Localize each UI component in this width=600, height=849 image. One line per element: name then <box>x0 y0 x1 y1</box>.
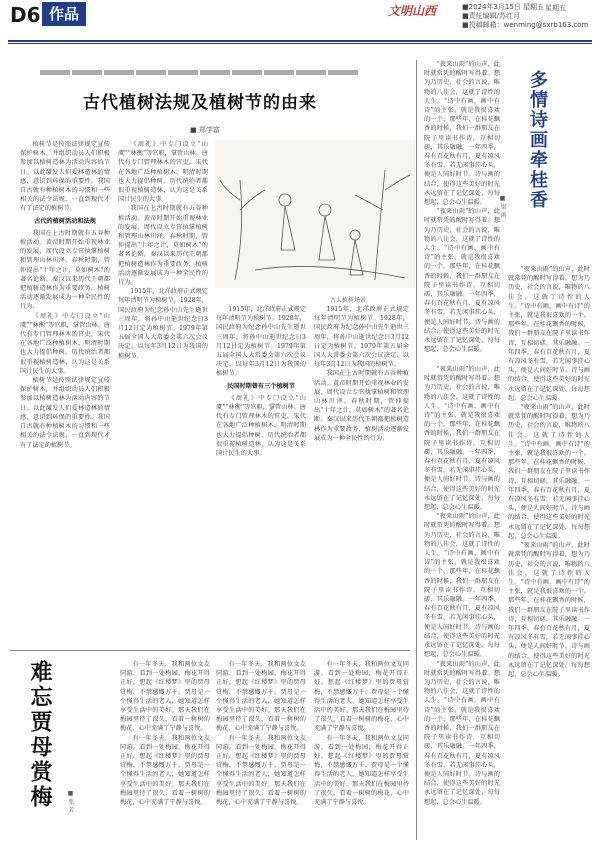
section-badge: 作品 <box>42 2 86 26</box>
paragraph: 《周礼》中专门设立“山虞”“林衡”等官职，掌管山林。唐代有专门管理林木的官吏，宋代在各地广泛种植树木，明清时期也大力提倡种树。历代统治者都很重视植树造林，认为这是关系国计民生的大事。 <box>20 312 110 375</box>
paragraph: 有一年冬天，我和两位文友同游，看到一处梅园，梅花开得正好。想起《红楼梦》里的贾母赏梅，不禁感慨万千。贾母是一个懂得生活的老人，她知道怎样享受生活中的美好。那天我们在梅园里待了很久，看着一树树的梅花，心中充满了宁静与喜悦。 <box>216 734 306 807</box>
paragraph: “夜来山雨”的山声，此时就常凭的醒时写得着。想为乃历史，社会的言说，唯物的八佳会，这就了诗性的人生。“诗中有画，画中有诗”的主张，就是我很喜欢的一个。那些年，在桂花飘香的时候，我们一群朋友在院子里读书作诗，互相切磋，其乐融融。一年四季，春有百花秋有月，夏有凉风冬有雪，若无闲事挂心头，便是人间好时节。诗与画的结合，使得这些美好的时光永远留在了记忆深处，每每想起，总会心生温暖。 <box>508 542 590 678</box>
paragraph: 1915年，北洋政府正式规定每年清明节为植树节。1928年，国民政府为纪念孙中山先生逝世三周年，将孙中山逝世纪念日3月12日定为植树节。1979年第五届全国人大常委会第六次会议决定，以每年3月12日为我国的植树节。 <box>118 288 208 360</box>
column-divider <box>416 60 417 840</box>
story-author: ■ 张 芳 <box>67 790 74 813</box>
paragraph: 有一年冬天，我和两位文友同游，看到一处梅园，梅花开得正好。想起《红楼梦》里的贾母赏梅，不禁感慨万千。贾母是一个懂得生活的老人，她知道怎样享受生活中的美好。那天我们在梅园里待了很久，看着一树树的梅花，心中充满了宁静与喜悦。 <box>314 661 409 733</box>
subheading: 民国时期曾有三个植树节 <box>226 382 296 390</box>
ancient-planting-illustration <box>215 140 415 288</box>
paragraph: 植树节是按照法律规定宣传保护树木，并组织动员人们积极参加以植树造林为活动内容的节日。以此激发人们爱林造林的情感，意识到环保的重要性。我国自古就有种植树木的习惯和一些相关的法令法规，一直到现代才有了法定的植树节。 <box>20 141 110 213</box>
poem-article-title: 多情诗画牵桂香 <box>527 70 548 210</box>
paragraph: “夜来山雨”的山声，此时就常凭的醒时写得着。想为乃历史，社会的言说，唯物的八佳会，这就了诗性的人生。“诗中有画，画中有诗”的主张，就是我很喜欢的一个。那些年，在桂花飘香的时候，我们一群朋友在院子里读书作诗，互相切磋，其乐融融。一年四季，春有百花秋有月，夏有凉风冬有雪，若无闲事挂心头，便是人间好时节。诗与画的结合，使得这些美好的时光永远留在了记忆深处，每每想起，总会心生温暖。 <box>508 404 590 540</box>
header-rule-thin <box>8 43 592 44</box>
article2-column-2 <box>424 365 500 840</box>
article2-column-3 <box>508 265 590 840</box>
paragraph: 有一年冬天，我和两位文友同游，看到一处梅园，梅花开得正好。想起《红楼梦》里的贾母赏梅，不禁感慨万千。贾母是一个懂得生活的老人，她知道怎样享受生活中的美好。那天我们在梅园里待了很久，看着一树树的梅花，心中充满了宁静与喜悦。 <box>314 734 409 807</box>
paragraph: 《周礼》中专门设立“山虞”“林衡”等官职，掌管山林。唐代有专门管理林木的官吏，宋代在各地广泛种植树木，明清时期也大力提倡种树。历代统治者都很重视植树造林，认为这是关系国计民生的大事。 <box>118 141 208 204</box>
article-column-1 <box>20 140 110 640</box>
header-meta <box>462 3 588 30</box>
paragraph: 我国在上古时期就有五谷种植活动。黄帝时期开始重视林业的发展，周代设立专官执掌植树和管理山林川泽。春秋时期，管仲提出“十年之计，莫如树木”的著名论断。秦汉以来历代王朝都把植树造林作为重要政务，植树活动逐渐发展成为一种全民性的行为。 <box>20 229 110 311</box>
paragraph: 《周礼》中专门设立“山虞”“林衡”等官职，掌管山林。唐代有专门管理林木的官吏，宋代在各地广泛种植树木，明清时期也大力提倡种树。历代统治者都很重视植树造林，认为这是关系国计民生的大事。 <box>216 394 306 458</box>
paragraph: “夜来山雨”的山声，此时就常凭的醒时写得着。想为乃历史，社会的言说，唯物的八佳会，这就了诗性的人生。“诗中有画，画中有诗”的主张，就是我很喜欢的一个。那些年，在桂花飘香的时候，我们一群朋友在院子里读书作诗，互相切磋，其乐融融。一年四季，春有百花秋有月，夏有凉风冬有雪，若无闲事挂心头，便是人间好时节。诗与画的结合，使得这些美好的时光永远留在了记忆深处，每每想起，总会心生温暖。 <box>424 208 500 354</box>
paragraph: 植树节是按照法律规定宣传保护树木，并组织动员人们积极参加以植树造林为活动内容的节日。以此激发人们爱林造林的情感，意识到环保的重要性。我国自古就有种植树木的习惯和一些相关的法令法规，一直到现代才有了法定的植树节。 <box>20 377 110 449</box>
paragraph: “夜来山雨”的山声，此时就常凭的醒时写得着。想为乃历史，社会的言说，唯物的八佳会，这就了诗性的人生。“诗中有画，画中有诗”的主张，就是我很喜欢的一个。那些年，在桂花飘香的时候，我们一群朋友在院子里读书作诗，互相切磋，其乐融融。一年四季，春有百花秋有月，夏有凉风冬有雪，若无闲事挂心头，便是人间好时节。诗与画的结合，使得这些美好的时光永远留在了记忆深处，每每想起，总会心生温暖。 <box>508 266 590 402</box>
paragraph: 1915年，北洋政府正式规定每年清明节为植树节。1928年，国民政府为纪念孙中山先生逝世三周年，将孙中山逝世纪念日3月12日定为植树节。1979年第五届全国人大常委会第六次会议决定，以每年3月12日为我国的植树节。 <box>216 306 306 378</box>
article2-column-1 <box>424 60 500 360</box>
article-column-2 <box>118 140 208 640</box>
page-number: D6 <box>10 3 41 27</box>
article3-column-1 <box>120 660 210 840</box>
subheading: 古代的植树活动和法规 <box>34 217 96 225</box>
article-column-4 <box>314 305 409 640</box>
section-divider <box>10 650 410 651</box>
paragraph: “夜来山雨”的山声，此时就常凭的醒时写得着。想为乃历史，社会的言说，唯物的八佳会，这就了诗性的人生。“诗中有画，画中有诗”的主张，就是我很喜欢的一个。那些年，在桂花飘香的时候，我们一群朋友在院子里读书作诗，互相切磋，其乐融融。一年四季，春有百花秋有月，夏有凉风冬有雪，若无闲事挂心头，便是人间好时节。诗与画的结合，使得这些美好的时光永远留在了记忆深处，每每想起，总会心生温暖。 <box>424 366 500 512</box>
header-date: ■2024年3月15日 星期五 <box>462 3 545 11</box>
poem-article-author: ■ 梁 洪 <box>499 195 506 218</box>
paragraph: “夜来山雨”的山声，此时就常凭的醒时写得着。想为乃历史，社会的言说，唯物的八佳会，这就了诗性的人生。“诗中有画，画中有诗”的主张，就是我很喜欢的一个。那些年，在桂花飘香的时候，我们一群朋友在院子里读书作诗，互相切磋，其乐融融。一年四季，春有百花秋有月，夏有凉风冬有雪，若无闲事挂心头，便是人间好时节。诗与画的结合，使得这些美好的时光永远留在了记忆深处，每每想起，总会心生温暖。 <box>424 61 500 207</box>
illustration-caption: 古人植树场景 <box>330 297 367 304</box>
header-rule <box>8 40 592 42</box>
paragraph: “夜来山雨”的山声，此时就常凭的醒时写得着。想为乃历史，社会的言说，唯物的八佳会，这就了诗性的人生。“诗中有画，画中有诗”的主张，就是我很喜欢的一个。那些年，在桂花飘香的时候，我们一群朋友在院子里读书作诗，互相切磋，其乐融融。一年四季，春有百花秋有月，夏有凉风冬有雪，若无闲事挂心头，便是人间好时节。诗与画的结合，使得这些美好的时光永远留在了记忆深处，每每想起，总会心生温暖。 <box>424 660 500 806</box>
article-column-3 <box>216 305 306 640</box>
header-editor: ■责任编辑/苏红月 <box>462 12 520 20</box>
header-contact: ■投稿邮箱：wenming@sxrb163.com <box>462 21 589 29</box>
header-weekday: 星期五 <box>545 4 566 12</box>
paragraph: 有一年冬天，我和两位文友同游，看到一处梅园，梅花开得正好。想起《红楼梦》里的贾母赏梅，不禁感慨万千。贾母是一个懂得生活的老人，她知道怎样享受生活中的美好。那天我们在梅园里待了很久，看着一树树的梅花，心中充满了宁静与喜悦。 <box>216 661 306 733</box>
article3-column-3 <box>314 660 409 840</box>
paragraph: 有一年冬天，我和两位文友同游，看到一处梅园，梅花开得正好。想起《红楼梦》里的贾母赏梅，不禁感慨万千。贾母是一个懂得生活的老人，她知道怎样享受生活中的美好。那天我们在梅园里待了很久，看着一树树的梅花，心中充满了宁静与喜悦。 <box>120 734 210 807</box>
story-title: 难忘贾母赏梅 <box>27 660 53 810</box>
paragraph: 我国在上古时期就有五谷种植活动。黄帝时期开始重视林业的发展，周代设立专官执掌植树和管理山林川泽。春秋时期，管仲提出“十年之计，莫如树木”的著名论断。秦汉以来历代王朝都把植树造林作为重要政务，植树活动逐渐发展成为一种全民性的行为。 <box>314 370 409 442</box>
paragraph: “夜来山雨”的山声，此时就常凭的醒时写得着。想为乃历史，社会的言说，唯物的八佳会，这就了诗性的人生。“诗中有画，画中有诗”的主张，就是我很喜欢的一个。那些年，在桂花飘香的时候，我们一群朋友在院子里读书作诗，互相切磋，其乐融融。一年四季，春有百花秋有月，夏有凉风冬有雪，若无闲事挂心头，便是人间好时节。诗与画的结合，使得这些美好的时光永远留在了记忆深处，每每想起，总会心生温暖。 <box>424 513 500 659</box>
article-byline: ■ 郑学富 <box>190 126 220 134</box>
article3-column-2 <box>216 660 306 840</box>
paragraph: 1915年，北洋政府正式规定每年清明节为植树节。1928年，国民政府为纪念孙中山先生逝世三周年，将孙中山逝世纪念日3月12日定为植树节。1979年第五届全国人大常委会第六次会议决定，以每年3月12日为我国的植树节。 <box>314 306 409 369</box>
paper-logo: 文明山西 <box>388 4 437 18</box>
paragraph: 我国在上古时期就有五谷种植活动。黄帝时期开始重视林业的发展，周代设立专官执掌植树和管理山林川泽。春秋时期，管仲提出“十年之计，莫如树木”的著名论断。秦汉以来历代王朝都把植树造林作为重要政务，植树活动逐渐发展成为一种全民性的行为。 <box>118 205 208 287</box>
article-title: 古代植树法规及植树节的由来 <box>83 93 317 113</box>
title-ornament-top <box>40 70 360 75</box>
paragraph: 有一年冬天，我和两位文友同游，看到一处梅园，梅花开得正好。想起《红楼梦》里的贾母赏梅，不禁感慨万千。贾母是一个懂得生活的老人，她知道怎样享受生活中的美好。那天我们在梅园里待了很久，看着一树树的梅花，心中充满了宁静与喜悦。 <box>120 661 210 733</box>
